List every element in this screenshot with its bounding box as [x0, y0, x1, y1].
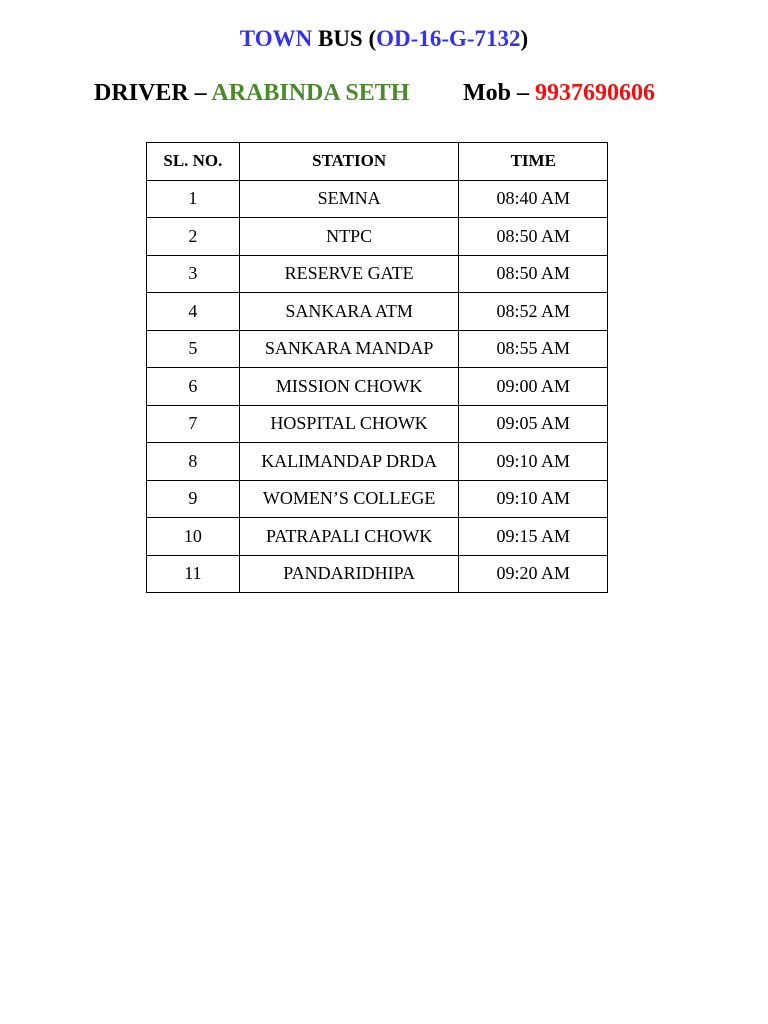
schedule-table	[146, 142, 608, 593]
title-town: TOWN	[239, 26, 313, 51]
cell-station: PANDARIDHIPA	[239, 555, 459, 593]
title-close-paren: )	[520, 26, 529, 51]
cell-time: 09:10 AM	[459, 480, 608, 518]
table-row	[147, 255, 608, 293]
mobile-info	[463, 77, 655, 109]
header-station: STATION	[239, 143, 459, 181]
driver-label: DRIVER –	[94, 80, 212, 106]
cell-sl-no: 11	[147, 555, 240, 593]
cell-time: 08:52 AM	[459, 293, 608, 331]
table-row	[147, 293, 608, 331]
cell-sl-no: 1	[147, 180, 240, 218]
cell-station: NTPC	[239, 218, 459, 256]
cell-sl-no: 4	[147, 293, 240, 331]
table-row	[147, 218, 608, 256]
table-row	[147, 405, 608, 443]
cell-time: 09:15 AM	[459, 518, 608, 556]
table-row	[147, 480, 608, 518]
cell-time: 08:50 AM	[459, 255, 608, 293]
cell-time: 09:20 AM	[459, 555, 608, 593]
cell-time: 08:40 AM	[459, 180, 608, 218]
cell-station: HOSPITAL CHOWK	[239, 405, 459, 443]
cell-sl-no: 8	[147, 443, 240, 481]
table-row	[147, 368, 608, 406]
table-header-row	[147, 143, 608, 181]
cell-time: 09:00 AM	[459, 368, 608, 406]
table-row	[147, 518, 608, 556]
table-row	[147, 330, 608, 368]
driver-name: ARABINDA SETH	[211, 80, 410, 106]
header-sl-no: SL. NO.	[147, 143, 240, 181]
cell-sl-no: 3	[147, 255, 240, 293]
cell-time: 09:05 AM	[459, 405, 608, 443]
title-open-paren: (	[362, 26, 377, 51]
mobile-label: Mob –	[463, 80, 535, 106]
cell-station: RESERVE GATE	[239, 255, 459, 293]
title-registration-number: OD-16-G-7132	[376, 26, 521, 51]
cell-time: 08:50 AM	[459, 218, 608, 256]
title-bus: BUS	[317, 26, 363, 51]
cell-station: PATRAPALI CHOWK	[239, 518, 459, 556]
cell-time: 08:55 AM	[459, 330, 608, 368]
table-row	[147, 180, 608, 218]
page-title	[0, 24, 768, 54]
mobile-number: 9937690606	[535, 80, 655, 106]
cell-sl-no: 5	[147, 330, 240, 368]
cell-sl-no: 7	[147, 405, 240, 443]
header-time: TIME	[459, 143, 608, 181]
driver-info	[94, 77, 734, 109]
cell-station: WOMEN’S COLLEGE	[239, 480, 459, 518]
cell-sl-no: 6	[147, 368, 240, 406]
cell-station: SANKARA MANDAP	[239, 330, 459, 368]
cell-station: SEMNA	[239, 180, 459, 218]
cell-sl-no: 9	[147, 480, 240, 518]
cell-station: SANKARA ATM	[239, 293, 459, 331]
table-row	[147, 555, 608, 593]
cell-station: MISSION CHOWK	[239, 368, 459, 406]
cell-station: KALIMANDAP DRDA	[239, 443, 459, 481]
cell-time: 09:10 AM	[459, 443, 608, 481]
cell-sl-no: 2	[147, 218, 240, 256]
cell-sl-no: 10	[147, 518, 240, 556]
table-row	[147, 443, 608, 481]
